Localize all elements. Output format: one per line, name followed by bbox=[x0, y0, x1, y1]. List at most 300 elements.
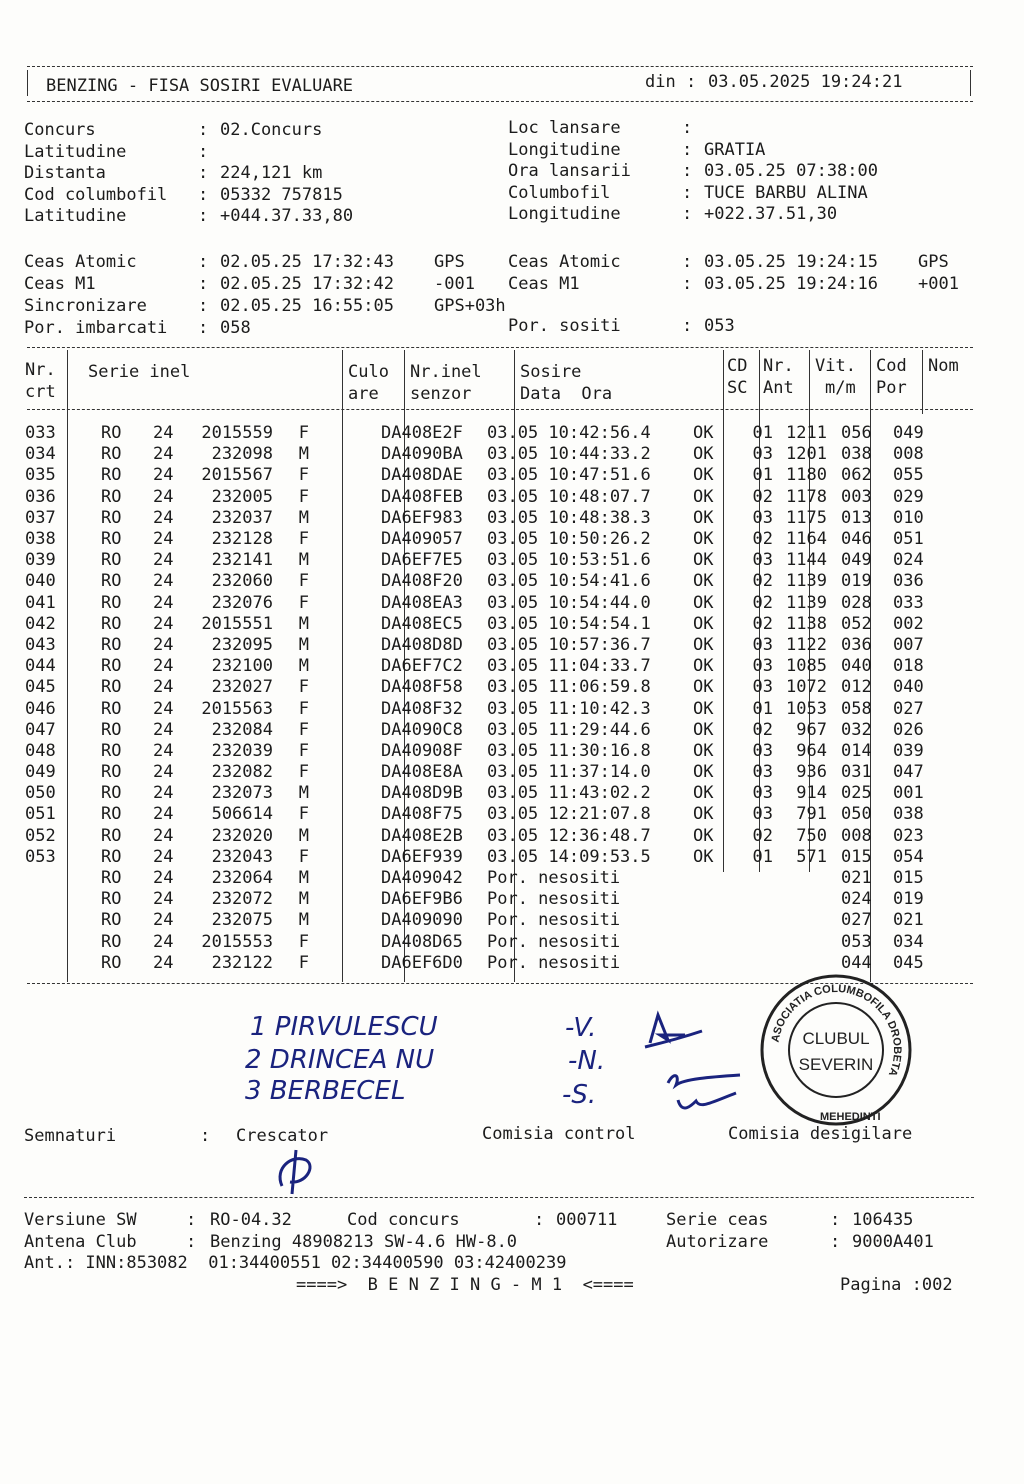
handwritten-name-2: 2 DRINCEA NU bbox=[245, 1045, 435, 1075]
cell-spacer bbox=[827, 720, 841, 741]
cell-sex: F bbox=[298, 931, 309, 952]
cell-country: RO bbox=[101, 868, 122, 889]
table-row bbox=[25, 698, 933, 719]
cell-spacer bbox=[71, 423, 101, 444]
cell-country: RO bbox=[101, 656, 122, 677]
cell-cod: 032 bbox=[841, 719, 872, 740]
cell-spacer bbox=[309, 804, 381, 825]
cell-crt: 053 bbox=[25, 846, 56, 867]
col-vit-1: Vit. bbox=[815, 356, 856, 376]
cell-nom: 049 bbox=[893, 423, 924, 444]
cell-vit: 1178 bbox=[786, 486, 827, 507]
cell-arrival: Por. nesositi bbox=[487, 868, 621, 889]
contest-field-colon: : bbox=[198, 141, 209, 162]
clock-field-label: Por. imbarcati bbox=[24, 318, 168, 338]
cell-spacer bbox=[309, 698, 381, 719]
antenna-line: Ant.: INN:853082 01:34400551 02:34400590 03:42400239 bbox=[24, 1253, 567, 1273]
cell-cd: OK bbox=[693, 762, 714, 783]
contest-field-label: Latitudine bbox=[24, 206, 127, 226]
handwritten-name-3: 3 BERBECEL bbox=[245, 1076, 406, 1106]
cell-nom: 001 bbox=[893, 783, 924, 804]
cell-sex: F bbox=[298, 486, 309, 507]
cell-spacer bbox=[827, 953, 841, 974]
cell-spacer bbox=[827, 932, 841, 953]
col-cd-1: CD bbox=[727, 356, 748, 376]
cell-vit: 1072 bbox=[786, 677, 827, 698]
cell-sex: F bbox=[298, 740, 309, 761]
cell-ring: 232100 bbox=[211, 656, 273, 677]
cell-sex: M bbox=[298, 444, 309, 465]
clock-field-colon: : bbox=[682, 316, 693, 336]
cell-year: 24 bbox=[153, 825, 174, 846]
clock-field-colon: : bbox=[682, 274, 693, 294]
cell-cd bbox=[693, 932, 729, 953]
cell-cod: 053 bbox=[841, 931, 872, 952]
contest-field-colon: : bbox=[198, 184, 209, 205]
cell-arrival: 03.05 10:54:54.1 bbox=[487, 613, 651, 634]
cell-country: RO bbox=[101, 719, 122, 740]
cell-spacer bbox=[71, 571, 101, 592]
cell-nom: 023 bbox=[893, 825, 924, 846]
cell-vit: 1144 bbox=[786, 550, 827, 571]
cell-spacer bbox=[881, 444, 893, 465]
cell-crt: 045 bbox=[25, 677, 56, 698]
cell-ring: 232073 bbox=[211, 783, 273, 804]
cell-vit bbox=[773, 932, 827, 953]
cell-vit: 571 bbox=[796, 846, 827, 867]
cell-cd: OK bbox=[693, 613, 714, 634]
signatures-label: Semnaturi bbox=[24, 1126, 117, 1146]
cell-cd bbox=[693, 889, 729, 910]
cell-sensor: DA408E8A bbox=[381, 762, 463, 783]
cell-nom: 034 bbox=[893, 931, 924, 952]
cell-spacer bbox=[881, 635, 893, 656]
clock-field-value: 03.05.25 19:24:16 bbox=[704, 274, 878, 294]
cell-cod: 036 bbox=[841, 634, 872, 655]
cell-crt: 037 bbox=[25, 507, 56, 528]
cell-cd: OK bbox=[693, 825, 714, 846]
cell-year: 24 bbox=[153, 613, 174, 634]
cell-spacer bbox=[71, 804, 101, 825]
contest-field-colon: : bbox=[682, 139, 693, 160]
cell-sensor: DA408F20 bbox=[381, 571, 463, 592]
col-culoare-1: Culo bbox=[348, 362, 389, 382]
cell-nom: 036 bbox=[893, 571, 924, 592]
cell-year: 24 bbox=[153, 465, 174, 486]
cell-spacer bbox=[881, 465, 893, 486]
clock-field-label: Ceas Atomic bbox=[24, 252, 137, 272]
cell-country: RO bbox=[101, 571, 122, 592]
cell-cod: 025 bbox=[841, 783, 872, 804]
cell-ant: 02 bbox=[752, 529, 773, 550]
cell-ring: 232064 bbox=[211, 868, 273, 889]
clock-field-extra: GPS bbox=[918, 252, 949, 272]
cell-spacer bbox=[881, 868, 893, 889]
table-row bbox=[25, 783, 933, 804]
cell-cd: OK bbox=[693, 783, 714, 804]
table-row bbox=[25, 444, 933, 465]
cod-concurs-value: 000711 bbox=[556, 1210, 618, 1230]
cell-vit: 1164 bbox=[786, 529, 827, 550]
cod-concurs-label: Cod concurs bbox=[347, 1210, 460, 1230]
cell-arrival: 03.05 11:06:59.8 bbox=[487, 677, 651, 698]
table-row bbox=[25, 720, 933, 741]
cell-spacer bbox=[881, 762, 893, 783]
cell-spacer bbox=[309, 889, 381, 910]
cell-year: 24 bbox=[153, 486, 174, 507]
cell-ant: 03 bbox=[752, 444, 773, 465]
cell-ring: 232072 bbox=[211, 889, 273, 910]
cell-cd bbox=[693, 953, 729, 974]
cell-cd: OK bbox=[693, 444, 714, 465]
cell-year: 24 bbox=[153, 634, 174, 655]
cell-spacer bbox=[827, 465, 841, 486]
cell-country: RO bbox=[101, 613, 122, 634]
contest-field-label: Latitudine bbox=[24, 141, 127, 162]
cell-ant: 03 bbox=[752, 804, 773, 825]
cell-cod: 019 bbox=[841, 571, 872, 592]
cell-sensor: DA408D9B bbox=[381, 783, 463, 804]
cell-sex: F bbox=[298, 677, 309, 698]
cell-spacer bbox=[881, 698, 893, 719]
cell-spacer bbox=[309, 656, 381, 677]
cell-cd: OK bbox=[693, 571, 714, 592]
cell-ant: 03 bbox=[752, 507, 773, 528]
contest-field-label: Concurs bbox=[24, 120, 96, 140]
cell-ring: 2015563 bbox=[201, 698, 273, 719]
clock-field-colon: : bbox=[198, 296, 209, 316]
cell-ant: 02 bbox=[752, 486, 773, 507]
cell-sensor: DA6EF7C2 bbox=[381, 656, 463, 677]
serie-ceas-label: Serie ceas bbox=[666, 1210, 769, 1230]
cell-spacer bbox=[827, 423, 841, 444]
cell-sex: M bbox=[298, 656, 309, 677]
stamp-bottom-text: MEHEDINTI bbox=[820, 1111, 881, 1123]
table-row bbox=[25, 932, 933, 953]
cell-spacer bbox=[71, 847, 101, 868]
cell-spacer bbox=[881, 423, 893, 444]
table-row bbox=[25, 593, 933, 614]
table-row bbox=[25, 508, 933, 529]
cell-ring: 232005 bbox=[211, 486, 273, 507]
cell-vit bbox=[773, 868, 827, 889]
cell-country: RO bbox=[101, 952, 122, 973]
clock-field-value: 02.05.25 16:55:05 bbox=[220, 296, 394, 316]
cell-spacer bbox=[881, 826, 893, 847]
table-row bbox=[25, 741, 933, 762]
col-sosire-1: Sosire bbox=[520, 362, 582, 382]
clock-field-extra: +001 bbox=[918, 274, 959, 294]
cell-cd: OK bbox=[693, 719, 714, 740]
cell-sex: F bbox=[298, 952, 309, 973]
cell-cd bbox=[693, 910, 729, 931]
signature-comisia-desigilare: Comisia desigilare bbox=[728, 1124, 913, 1144]
cell-vit: 1175 bbox=[786, 507, 827, 528]
cell-arrival: 03.05 11:37:14.0 bbox=[487, 762, 651, 783]
cell-spacer bbox=[71, 614, 101, 635]
clock-field-value: 058 bbox=[220, 318, 251, 338]
cell-sensor: DA408F32 bbox=[381, 698, 463, 719]
cell-ant: 03 bbox=[752, 656, 773, 677]
cell-year: 24 bbox=[153, 677, 174, 698]
cell-sensor: DA6EF9B6 bbox=[381, 889, 463, 910]
cell-spacer bbox=[881, 741, 893, 762]
cell-cod: 015 bbox=[841, 846, 872, 867]
cell-spacer bbox=[881, 656, 893, 677]
cell-spacer bbox=[71, 720, 101, 741]
cell-ring: 2015559 bbox=[201, 423, 273, 444]
cell-cod: 056 bbox=[841, 423, 872, 444]
cell-country: RO bbox=[101, 507, 122, 528]
col-vit-2: m/m bbox=[825, 378, 856, 398]
cell-arrival: 03.05 10:53:51.6 bbox=[487, 550, 651, 571]
cell-year: 24 bbox=[153, 952, 174, 973]
col-cod-1: Cod bbox=[876, 356, 907, 376]
clock-field-label: Ceas M1 bbox=[508, 274, 580, 294]
table-row bbox=[25, 826, 933, 847]
table-row bbox=[25, 656, 933, 677]
cell-year: 24 bbox=[153, 740, 174, 761]
table-row bbox=[25, 804, 933, 825]
contest-field-value: 03.05.25 07:38:00 bbox=[704, 161, 878, 181]
autorizare-label: Autorizare bbox=[666, 1232, 769, 1252]
cell-vit bbox=[773, 953, 827, 974]
cell-vit: 1139 bbox=[786, 592, 827, 613]
cell-country: RO bbox=[101, 444, 122, 465]
contest-field-colon: : bbox=[682, 161, 693, 181]
cell-spacer bbox=[309, 868, 381, 889]
arrivals-table bbox=[25, 423, 933, 974]
cell-spacer bbox=[309, 550, 381, 571]
cell-vit: 1122 bbox=[786, 634, 827, 655]
cell-vit bbox=[773, 889, 827, 910]
cell-ant bbox=[729, 868, 773, 889]
cell-country: RO bbox=[101, 529, 122, 550]
cell-arrival: Por. nesositi bbox=[487, 952, 621, 973]
cell-spacer bbox=[827, 677, 841, 698]
cell-ring: 232098 bbox=[211, 444, 273, 465]
cell-crt: 051 bbox=[25, 804, 56, 825]
cell-ant: 02 bbox=[752, 592, 773, 613]
cell-spacer bbox=[827, 508, 841, 529]
contest-field-label: Longitudine bbox=[508, 204, 621, 224]
cell-spacer bbox=[71, 783, 101, 804]
cell-year: 24 bbox=[153, 762, 174, 783]
cell-nom: 010 bbox=[893, 507, 924, 528]
cell-spacer bbox=[827, 826, 841, 847]
cell-nom: 040 bbox=[893, 677, 924, 698]
cell-sex: F bbox=[298, 592, 309, 613]
cell-spacer bbox=[827, 804, 841, 825]
clock-field-value: 053 bbox=[704, 316, 735, 336]
cell-country: RO bbox=[101, 486, 122, 507]
cell-crt: 047 bbox=[25, 719, 56, 740]
contest-field-value: 02.Concurs bbox=[220, 120, 323, 140]
serie-ceas-value: 106435 bbox=[852, 1210, 914, 1230]
cell-vit: 914 bbox=[796, 783, 827, 804]
cell-year: 24 bbox=[153, 868, 174, 889]
cell-cod: 040 bbox=[841, 656, 872, 677]
cell-spacer bbox=[827, 635, 841, 656]
cell-ant: 02 bbox=[752, 613, 773, 634]
cell-sensor: DA4090BA bbox=[381, 444, 463, 465]
cell-country: RO bbox=[101, 931, 122, 952]
cell-spacer bbox=[827, 529, 841, 550]
cell-cod: 027 bbox=[841, 910, 872, 931]
cell-crt: 036 bbox=[25, 486, 56, 507]
handwritten-mark-2: -N. bbox=[568, 1046, 606, 1076]
cell-spacer bbox=[71, 656, 101, 677]
cell-spacer bbox=[71, 593, 101, 614]
cell-sensor: DA408DAE bbox=[381, 465, 463, 486]
clock-field-value: 03.05.25 19:24:15 bbox=[704, 252, 878, 272]
cod-concurs-colon: : bbox=[534, 1210, 545, 1230]
cell-vit: 1053 bbox=[786, 698, 827, 719]
cell-nom: 027 bbox=[893, 698, 924, 719]
cell-spacer bbox=[881, 783, 893, 804]
cell-spacer bbox=[309, 741, 381, 762]
cell-country: RO bbox=[101, 592, 122, 613]
cell-year: 24 bbox=[153, 529, 174, 550]
table-row bbox=[25, 465, 933, 486]
cell-cd: OK bbox=[693, 698, 714, 719]
stamp-center-line-2: SEVERIN bbox=[798, 1055, 874, 1074]
cell-cd bbox=[693, 868, 729, 889]
clock-field-label: Ceas M1 bbox=[24, 274, 96, 294]
cell-year: 24 bbox=[153, 846, 174, 867]
cell-ring: 232075 bbox=[211, 910, 273, 931]
contest-field-colon: : bbox=[198, 120, 209, 140]
cell-sensor: DA409090 bbox=[381, 910, 463, 931]
cell-crt: 052 bbox=[25, 825, 56, 846]
cell-spacer bbox=[71, 677, 101, 698]
cell-sensor: DA4090C8 bbox=[381, 719, 463, 740]
cell-cd: OK bbox=[693, 740, 714, 761]
cell-arrival: 03.05 10:48:07.7 bbox=[487, 486, 651, 507]
cell-spacer bbox=[309, 444, 381, 465]
cell-cd: OK bbox=[693, 423, 714, 444]
cell-crt: 049 bbox=[25, 762, 56, 783]
contest-field-value: TUCE BARBU ALINA bbox=[704, 182, 868, 203]
col-senzor-1: Nr.inel bbox=[410, 362, 482, 382]
clock-field-label: Por. sositi bbox=[508, 316, 621, 336]
clock-field-extra: GPS bbox=[434, 252, 465, 272]
cell-cod: 046 bbox=[841, 529, 872, 550]
cell-spacer bbox=[881, 508, 893, 529]
handwritten-mark-1: -V. bbox=[565, 1013, 597, 1043]
cell-sensor: DA408E2F bbox=[381, 423, 463, 444]
cell-cod: 062 bbox=[841, 465, 872, 486]
cell-spacer bbox=[71, 953, 101, 974]
cell-ring: 232027 bbox=[211, 677, 273, 698]
cell-cd: OK bbox=[693, 804, 714, 825]
cell-cod: 058 bbox=[841, 698, 872, 719]
contest-field-colon: : bbox=[682, 204, 693, 224]
cell-vit: 1138 bbox=[786, 613, 827, 634]
versiune-value: RO-04.32 bbox=[210, 1210, 292, 1230]
cell-arrival: 03.05 10:57:36.7 bbox=[487, 634, 651, 655]
cell-arrival: 03.05 10:48:38.3 bbox=[487, 507, 651, 528]
cell-spacer bbox=[309, 487, 381, 508]
brand-line: ====> B E N Z I N G - M 1 <==== bbox=[296, 1275, 634, 1295]
cell-ant: 02 bbox=[752, 719, 773, 740]
cell-ant bbox=[729, 953, 773, 974]
cell-vit: 1211 bbox=[786, 423, 827, 444]
cell-vit: 936 bbox=[796, 762, 827, 783]
cell-spacer bbox=[881, 593, 893, 614]
cell-cd: OK bbox=[693, 529, 714, 550]
stamp-ring-text: ASOCIATIA COLUMBOFILA DROBETA bbox=[769, 982, 904, 1078]
cell-arrival: 03.05 10:42:56.4 bbox=[487, 423, 651, 444]
cell-crt: 033 bbox=[25, 423, 56, 444]
cell-cod: 028 bbox=[841, 592, 872, 613]
col-cd-2: SC bbox=[727, 378, 748, 398]
cell-sex: M bbox=[298, 783, 309, 804]
clock-field-extra: GPS+03h bbox=[434, 296, 506, 316]
cell-country: RO bbox=[101, 465, 122, 486]
cell-nom: 055 bbox=[893, 465, 924, 486]
cell-ant: 01 bbox=[752, 846, 773, 867]
col-nr-crt-2: crt bbox=[25, 382, 56, 402]
cell-arrival: 03.05 10:50:26.2 bbox=[487, 529, 651, 550]
table-row bbox=[25, 910, 933, 931]
crescator-signature bbox=[272, 1148, 332, 1196]
cell-ring: 232122 bbox=[211, 952, 273, 973]
cell-spacer bbox=[71, 465, 101, 486]
cell-sensor: DA408FEB bbox=[381, 486, 463, 507]
cell-arrival: 03.05 12:21:07.8 bbox=[487, 804, 651, 825]
cell-spacer bbox=[881, 720, 893, 741]
cell-arrival: 03.05 10:47:51.6 bbox=[487, 465, 651, 486]
cell-spacer bbox=[881, 487, 893, 508]
antena-colon: : bbox=[186, 1232, 197, 1252]
cell-ant: 03 bbox=[752, 740, 773, 761]
cell-nom: 024 bbox=[893, 550, 924, 571]
clock-field-label: Ceas Atomic bbox=[508, 252, 621, 272]
cell-spacer bbox=[827, 762, 841, 783]
cell-year: 24 bbox=[153, 889, 174, 910]
cell-nom: 019 bbox=[893, 889, 924, 910]
contest-field-label: Distanta bbox=[24, 163, 106, 183]
cell-country: RO bbox=[101, 783, 122, 804]
cell-arrival: 03.05 11:43:02.2 bbox=[487, 783, 651, 804]
cell-sensor: DA409042 bbox=[381, 868, 463, 889]
cell-cd: OK bbox=[693, 592, 714, 613]
cell-ant: 03 bbox=[752, 677, 773, 698]
cell-vit: 1201 bbox=[786, 444, 827, 465]
cell-spacer bbox=[71, 868, 101, 889]
page-number: Pagina :002 bbox=[840, 1275, 953, 1295]
cell-crt: 038 bbox=[25, 529, 56, 550]
cell-spacer bbox=[309, 762, 381, 783]
cell-cod: 031 bbox=[841, 762, 872, 783]
cell-cd: OK bbox=[693, 656, 714, 677]
contest-field-value: GRATIA bbox=[704, 139, 766, 160]
table-row bbox=[25, 953, 933, 974]
table-row bbox=[25, 614, 933, 635]
document-title: BENZING - FISA SOSIRI EVALUARE bbox=[46, 76, 354, 96]
cell-ring: 506614 bbox=[211, 804, 273, 825]
cell-cod: 024 bbox=[841, 889, 872, 910]
cell-spacer bbox=[309, 910, 381, 931]
cell-spacer bbox=[881, 571, 893, 592]
col-ant-2: Ant bbox=[763, 378, 794, 398]
cell-crt: 048 bbox=[25, 740, 56, 761]
cell-sex: M bbox=[298, 613, 309, 634]
cell-spacer bbox=[827, 868, 841, 889]
cell-spacer bbox=[309, 932, 381, 953]
cell-sex: F bbox=[298, 698, 309, 719]
